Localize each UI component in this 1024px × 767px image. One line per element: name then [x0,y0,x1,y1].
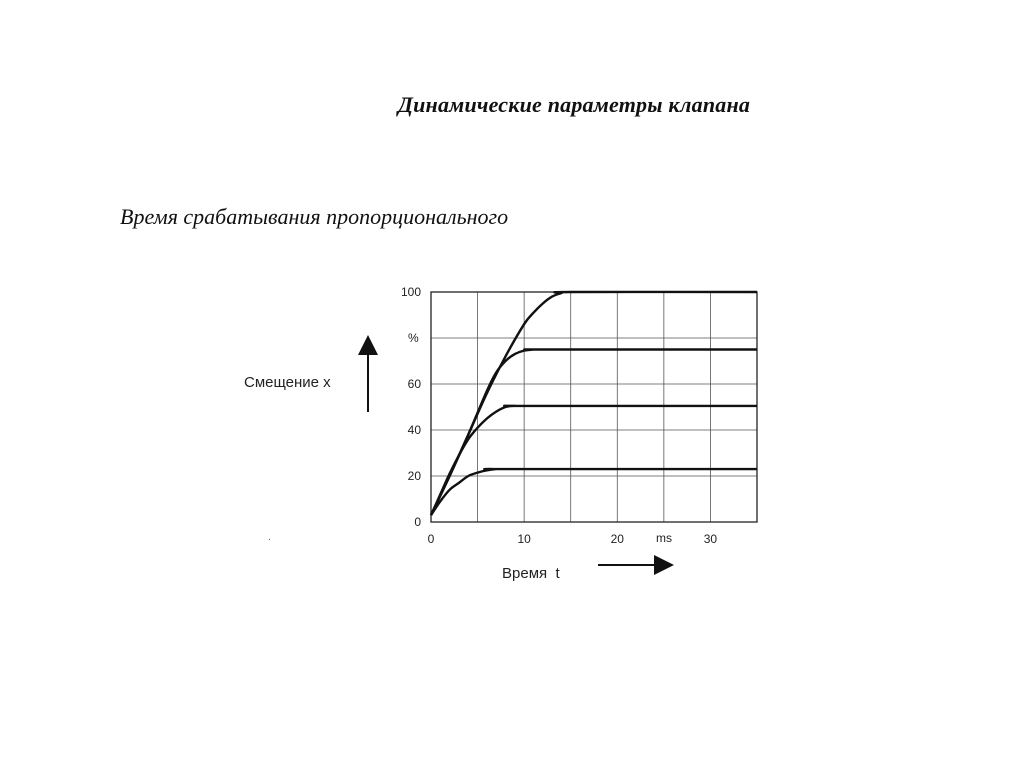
x-axis-label: Время t [502,565,560,582]
series-line-100pct [431,292,757,515]
slide-title: Динамические параметры клапана [397,92,751,117]
x-unit-label: ms [656,531,672,545]
tick-labels [401,285,717,546]
y-tick-label: 60 [407,377,421,391]
y-tick-label: 20 [407,469,421,483]
y-tick-label: 100 [400,285,421,299]
x-tick-label: 20 [610,532,624,546]
y-axis-label: Смещение x [244,374,331,391]
x-tick-label: 10 [517,532,531,546]
series-group [431,292,757,515]
series-line-75pct [431,349,757,515]
y-tick-label: 0 [414,515,421,529]
x-tick-label: 0 [427,532,435,546]
series-line-50pct [431,406,757,515]
y-tick-label: 40 [407,423,421,437]
stray-dot: . [268,532,271,543]
x-tick-label: 30 [703,532,718,546]
slide-subtitle: Время срабатывания пропорционального [120,204,509,229]
y-unit-label: % [408,331,419,345]
